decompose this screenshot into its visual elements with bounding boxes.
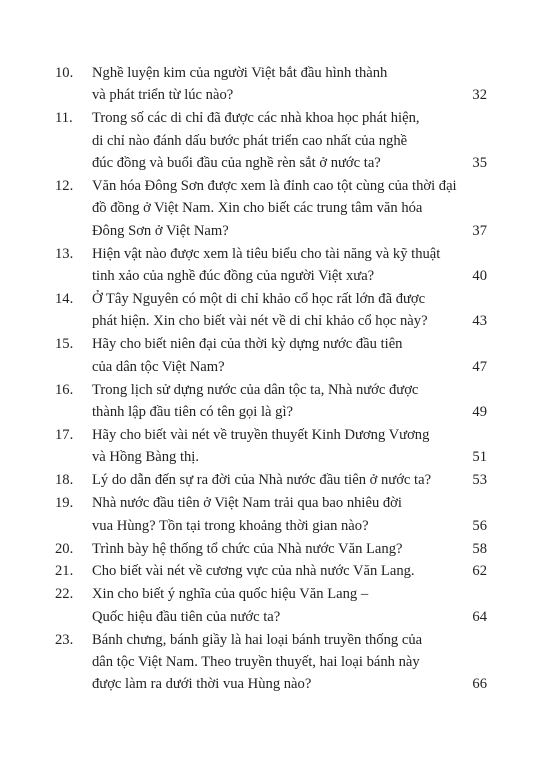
toc-entry-line: Hiện vật nào được xem là tiêu biểu cho tài năng và kỹ thuật <box>92 245 441 262</box>
toc-entry <box>55 538 487 560</box>
toc-entry <box>55 379 487 424</box>
toc-entry-page-number: 53 <box>472 472 487 489</box>
toc-entry-text <box>92 560 487 582</box>
toc-entry <box>55 629 487 696</box>
toc-entry-line: và Hồng Bàng thị. <box>92 449 200 466</box>
toc-entry <box>55 107 487 174</box>
toc-entry <box>55 492 487 537</box>
toc-entry-page-number: 49 <box>472 404 487 421</box>
toc-entry-line: dân tộc Việt Nam. Theo truyền thuyết, hai loại bánh này <box>92 654 420 671</box>
toc-entry-line: Đông Sơn ở Việt Nam? <box>92 222 229 239</box>
toc-entry-page-number: 56 <box>472 517 487 534</box>
toc-entry <box>55 288 487 333</box>
toc-entry <box>55 560 487 582</box>
toc-entry-page-number: 37 <box>472 222 487 239</box>
toc-entry <box>55 424 487 469</box>
toc-entry-line: di chỉ nào đánh dấu bước phát triển cao nhất của nghề <box>92 132 408 149</box>
toc-entry-line: thành lập đầu tiên có tên gọi là gì? <box>92 404 294 421</box>
toc-entry-number: 11. <box>55 110 73 127</box>
toc-entry-line: Trình bày hệ thống tổ chức của Nhà nước Văn Lang? <box>92 540 403 557</box>
toc-entry-number: 15. <box>55 336 74 353</box>
toc-entry-text <box>92 629 487 696</box>
toc-entry-text <box>92 469 487 491</box>
toc-entry <box>55 62 487 107</box>
toc-entry-text <box>92 107 487 174</box>
toc-entry-line: tinh xảo của nghề đúc đồng của người Việt xưa? <box>92 268 375 285</box>
toc-entry-line: của dân tộc Việt Nam? <box>92 358 225 375</box>
toc-entry-line: vua Hùng? Tồn tại trong khoảng thời gian nào? <box>92 517 369 534</box>
toc-entry-line: Bánh chưng, bánh giầy là hai loại bánh truyền thống của <box>92 631 423 648</box>
toc-entry-page-number: 66 <box>472 676 487 693</box>
toc-entry-line: Văn hóa Đông Sơn được xem là đỉnh cao tột cùng của thời đại <box>92 178 457 195</box>
toc-entry <box>55 175 487 242</box>
toc-entry-text <box>92 175 487 242</box>
toc-entry-text <box>92 538 487 560</box>
toc-entry-number: 19. <box>55 495 74 512</box>
toc-entry-line: Hãy cho biết vài nét về truyền thuyết Kinh Dương Vương <box>92 427 430 443</box>
toc-entry-page-number: 47 <box>472 358 487 375</box>
toc-entry-number: 13. <box>55 245 74 262</box>
toc-entry-page-number: 51 <box>472 449 487 466</box>
toc-entry <box>55 583 487 628</box>
toc-entry-line: Xin cho biết ý nghĩa của quốc hiệu Văn Lang – <box>92 586 369 603</box>
toc-entry-text <box>92 424 487 469</box>
toc-entry-page-number: 62 <box>472 563 487 580</box>
toc-entry-line: Ở Tây Nguyên có một di chỉ khảo cổ học rất lớn đã được <box>92 291 426 308</box>
toc-entry-line: Trong lịch sử dựng nước của dân tộc ta, Nhà nước được <box>92 381 419 398</box>
toc-entry-text <box>92 243 487 288</box>
toc-entry-page-number: 40 <box>472 268 487 285</box>
toc-entry-line: Lý do dẫn đến sự ra đời của Nhà nước đầu tiên ở nước ta? <box>92 472 432 489</box>
toc-entry-number: 18. <box>55 472 74 489</box>
toc-entry-line: đúc đồng và buổi đầu của nghề rèn sắt ở nước ta? <box>92 155 381 172</box>
toc-entry-text <box>92 333 487 378</box>
toc-entry-page-number: 64 <box>472 608 487 625</box>
toc-entry-text <box>92 583 487 628</box>
toc-entry-number: 10. <box>55 65 74 81</box>
toc-entry-line: Trong số các di chỉ đã được các nhà khoa học phát hiện, <box>92 110 420 127</box>
toc-entry-text <box>92 288 487 333</box>
toc-entry-page-number: 32 <box>472 87 487 104</box>
toc-entry-line: Nghề luyện kim của người Việt bắt đầu hình thành <box>92 65 388 81</box>
toc-entry <box>55 469 487 491</box>
toc-entry-line: Cho biết vài nét về cương vực của nhà nước Văn Lang. <box>92 563 415 580</box>
table-of-contents <box>55 62 487 696</box>
toc-entry-line: Quốc hiệu đầu tiên của nước ta? <box>92 608 281 625</box>
toc-entry-line: đồ đồng ở Việt Nam. Xin cho biết các trung tâm văn hóa <box>92 200 423 217</box>
toc-entry-line: phát hiện. Xin cho biết vài nét về di chỉ khảo cổ học này? <box>92 313 428 330</box>
toc-entry-page-number: 58 <box>472 540 487 557</box>
toc-entry-number: 20. <box>55 540 74 557</box>
toc-entry-line: Hãy cho biết niên đại của thời kỳ dựng nước đầu tiên <box>92 336 403 353</box>
toc-entry-text <box>92 62 487 107</box>
toc-entry-text <box>92 379 487 424</box>
toc-entry <box>55 243 487 288</box>
toc-entry-line: và phát triển từ lúc nào? <box>92 87 234 104</box>
toc-entry-number: 16. <box>55 381 74 398</box>
toc-entry-number: 14. <box>55 291 74 308</box>
toc-entry-number: 23. <box>55 631 74 648</box>
toc-entry-line: được làm ra dưới thời vua Hùng nào? <box>92 676 312 693</box>
toc-entry-number: 17. <box>55 427 74 443</box>
toc-entry-line: Nhà nước đầu tiên ở Việt Nam trải qua bao nhiêu đời <box>92 495 402 512</box>
toc-entry-page-number: 35 <box>472 155 487 172</box>
toc-entry <box>55 333 487 378</box>
toc-entry-text <box>92 492 487 537</box>
toc-entry-number: 21. <box>55 563 74 580</box>
toc-entry-number: 22. <box>55 586 74 603</box>
toc-entry-page-number: 43 <box>472 313 487 330</box>
toc-entry-number: 12. <box>55 178 74 195</box>
